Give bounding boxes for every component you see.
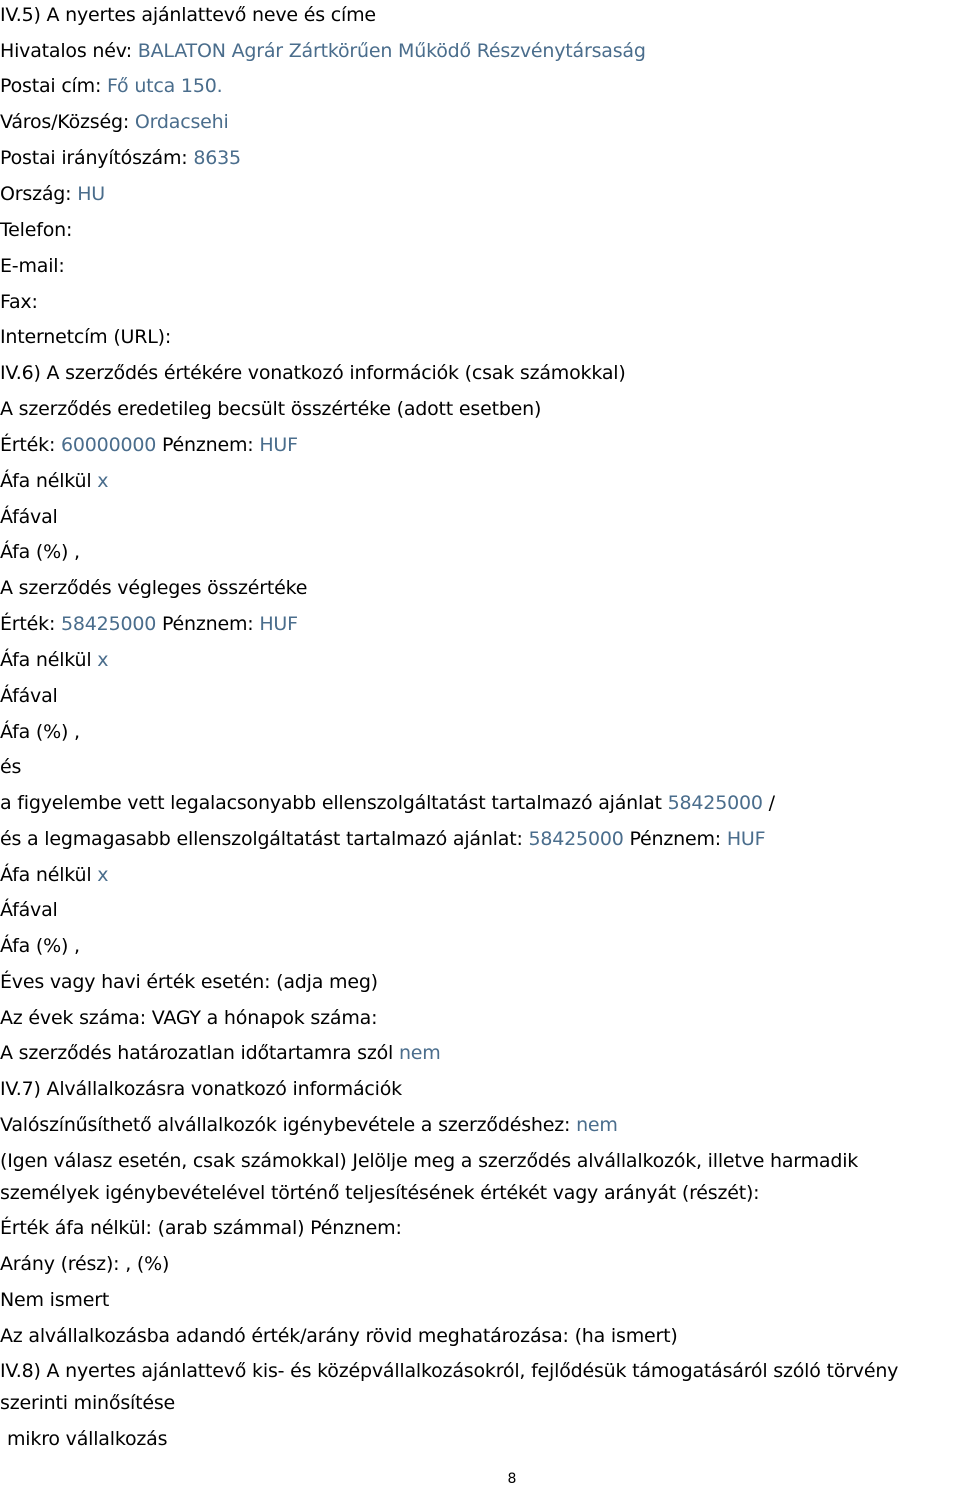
postal-address-line bbox=[0, 74, 222, 98]
email-label: E-mail: bbox=[0, 255, 65, 277]
with-vat-label: Áfával bbox=[0, 899, 58, 921]
section-4-7-heading: IV.7) Alvállalkozásra vonatkozó információk bbox=[0, 1078, 402, 1100]
lowest-offer-line bbox=[0, 791, 775, 815]
section-4-8-heading-line-1: IV.8) A nyertes ajánlattevő kis- és középvállalkozásokról, fejlődésük támogatásáról szóló törvény bbox=[0, 1360, 899, 1382]
estimated-currency: HUF bbox=[259, 434, 298, 456]
highest-offer-value: 58425000 bbox=[528, 828, 624, 850]
vat-percent-label: Áfa (%) , bbox=[0, 721, 80, 743]
no-vat-label: Áfa nélkül bbox=[0, 470, 92, 492]
official-name-value: BALATON Agrár Zártkörűen Működő Részvénytársaság bbox=[137, 40, 646, 62]
section-4-5-heading: IV.5) A nyertes ajánlattevő neve és címe bbox=[0, 4, 376, 26]
sme-classification: mikro vállalkozás bbox=[7, 1428, 168, 1450]
no-vat-mark: x bbox=[97, 864, 109, 886]
postal-address-label: Postai cím: bbox=[0, 75, 102, 97]
country-label: Ország: bbox=[0, 183, 72, 205]
highest-offer-label: és a legmagasabb ellenszolgáltatást tartalmazó ajánlat: bbox=[0, 828, 523, 850]
postal-code-line bbox=[0, 146, 241, 170]
vat-percent-label: Áfa (%) , bbox=[0, 935, 80, 957]
official-name-line bbox=[0, 39, 646, 63]
subcontract-label: Valószínűsíthető alvállalkozók igénybevétele a szerződéshez: bbox=[0, 1114, 571, 1136]
city-label: Város/Község: bbox=[0, 111, 130, 133]
no-vat-line bbox=[0, 648, 108, 672]
final-currency: HUF bbox=[259, 613, 298, 635]
country-line bbox=[0, 182, 105, 206]
indefinite-label: A szerződés határozatlan időtartamra szól bbox=[0, 1042, 394, 1064]
fax-label: Fax: bbox=[0, 291, 38, 313]
postal-code-label: Postai irányítószám: bbox=[0, 147, 188, 169]
postal-code-value: 8635 bbox=[193, 147, 241, 169]
years-months-label: Az évek száma: VAGY a hónapok száma: bbox=[0, 1007, 378, 1029]
estimated-value: 60000000 bbox=[61, 434, 157, 456]
highest-offer-line bbox=[0, 827, 765, 851]
phone-label: Telefon: bbox=[0, 219, 73, 241]
slash-separator: / bbox=[768, 792, 775, 814]
final-value-line bbox=[0, 612, 298, 636]
postal-address-value: Fő utca 150. bbox=[107, 75, 223, 97]
with-vat-label: Áfával bbox=[0, 685, 58, 707]
value-label: Érték: bbox=[0, 434, 56, 456]
indefinite-line bbox=[0, 1041, 441, 1065]
city-value: Ordacsehi bbox=[134, 111, 229, 133]
and-label: és bbox=[0, 756, 22, 778]
no-vat-mark: x bbox=[97, 649, 109, 671]
page-number: 8 bbox=[507, 1471, 517, 1487]
value-label: Érték: bbox=[0, 613, 56, 635]
currency-label: Pénznem: bbox=[161, 434, 254, 456]
lowest-offer-label: a figyelembe vett legalacsonyabb ellenszolgáltatást tartalmazó ajánlat bbox=[0, 792, 662, 814]
subcontract-value: nem bbox=[576, 1114, 618, 1136]
estimated-value-heading: A szerződés eredetileg becsült összértéke (adott esetben) bbox=[0, 398, 542, 420]
value-no-vat-label: Érték áfa nélkül: (arab számmal) Pénznem: bbox=[0, 1217, 402, 1239]
final-value: 58425000 bbox=[61, 613, 157, 635]
no-vat-label: Áfa nélkül bbox=[0, 864, 92, 886]
instruction-line-1: (Igen válasz esetén, csak számokkal) Jelölje meg a szerződés alvállalkozók, illetve harmadik bbox=[0, 1150, 859, 1172]
annual-monthly-label: Éves vagy havi érték esetén: (adja meg) bbox=[0, 971, 378, 993]
indefinite-value: nem bbox=[398, 1042, 441, 1064]
country-value: HU bbox=[77, 183, 105, 205]
lowest-offer-value: 58425000 bbox=[667, 792, 763, 814]
offer-currency: HUF bbox=[726, 828, 766, 850]
final-value-heading: A szerződés végleges összértéke bbox=[0, 577, 308, 599]
no-vat-mark: x bbox=[97, 470, 109, 492]
no-vat-line bbox=[0, 863, 108, 887]
url-label: Internetcím (URL): bbox=[0, 326, 172, 348]
estimated-value-line bbox=[0, 433, 298, 457]
section-4-6-heading: IV.6) A szerződés értékére vonatkozó információk (csak számokkal) bbox=[0, 362, 626, 384]
unknown-label: Nem ismert bbox=[0, 1289, 110, 1311]
short-desc-label: Az alvállalkozásba adandó érték/arány rövid meghatározása: (ha ismert) bbox=[0, 1325, 678, 1347]
with-vat-label: Áfával bbox=[0, 506, 58, 528]
subcontract-line bbox=[0, 1113, 618, 1137]
vat-percent-label: Áfa (%) , bbox=[0, 541, 80, 563]
no-vat-label: Áfa nélkül bbox=[0, 649, 92, 671]
instruction-line-2: személyek igénybevételével történő teljesítésének értékét vagy arányát (részét): bbox=[0, 1182, 760, 1204]
no-vat-line bbox=[0, 469, 108, 493]
ratio-label: Arány (rész): , (%) bbox=[0, 1253, 170, 1275]
section-4-8-heading-line-2: szerinti minősítése bbox=[0, 1392, 176, 1414]
official-name-label: Hivatalos név: bbox=[0, 40, 132, 62]
currency-label: Pénznem: bbox=[161, 613, 254, 635]
city-line bbox=[0, 110, 229, 134]
currency-label: Pénznem: bbox=[629, 828, 721, 850]
